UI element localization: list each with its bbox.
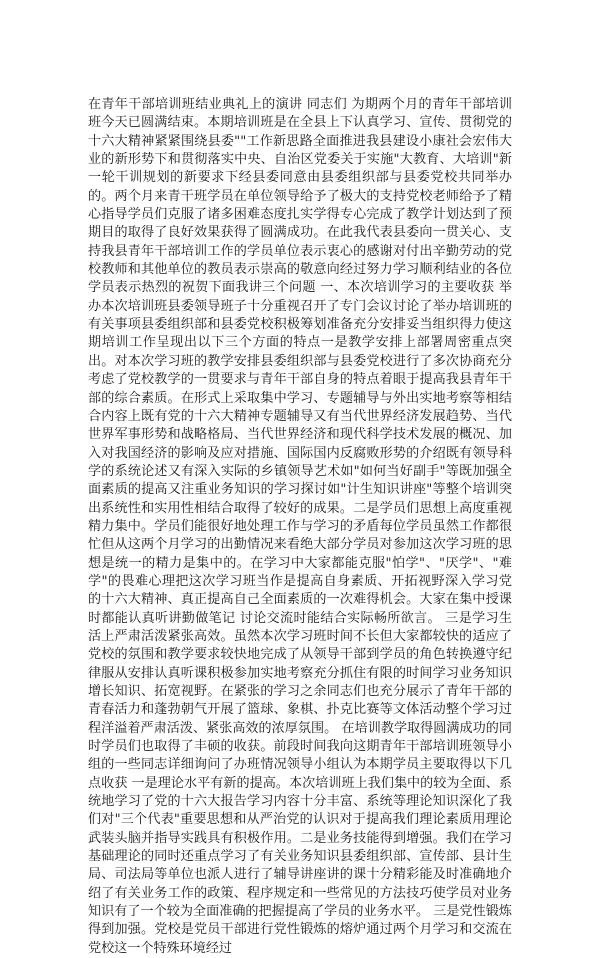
- document-body-text: 在青年干部培训班结业典礼上的演讲 同志们 为期两个月的青年干部培训班今天已圆满结束。本期培训班是在全县上下认真学习、宣传、贯彻党的十六大精神紧紧围绕县委""工作新思路全面推进我县建设小康社会宏伟大业的新形势下和贯彻落实中央、自治区党委关于实施"大教育、大培训"新一轮干训规划的新要求下经县委同意由县委组织部与县委党校共同举办的。两个月来青干班学员在单位领导给予了极大的支持党校老师给予了精心指导学员们克服了诸多困难态度扎实学得专心完成了教学计划达到了预期目的取得了良好效果获得了圆满成功。在此我代表县委向一贯关心、支持我县青年干部培训工作的学员单位表示衷心的感谢对付出辛勤劳动的党校教师和其他单位的教员表示崇高的敬意向经过努力学习顺利结业的各位学员表示热烈的祝贺下面我讲三个问题 一、本次培训学习的主要收获 举办本次培训班县委领导班子十分重视召开了专门会议讨论了举办培训班的有关事项县委组织部和县委党校积极筹划准备充分安排妥当组织得力使这期培训工作呈现出以下三个方面的特点一是教学安排上部署周密重点突出。对本次学习班的教学安排县委组织部与县委党校进行了多次协商充分考虑了党校教学的一贯要求与青年干部自身的特点着眼于提高我县青年干部的综合素质。在形式上采取集中学习、专题辅导与外出实地考察等相结合内容上既有党的十六大精神专题辅导又有当代世界经济发展趋势、当代世界军事形势和战略格局、当代世界经济和现代科学技术发展的概况、加入对我国经济的影响及应对措施、国际国内反腐败形势的介绍既有领导科学的系统论述又有深入实际的乡镇领导艺术如"如何当好副手"等既加强全面素质的提高又注重业务知识的学习探讨如"计生知识讲座"等整个培训突出系统性和实用性相结合取得了较好的成果。二是学员们思想上高度重视精力集中。学员们能很好地处理工作与学习的矛盾每位学员虽然工作都很忙但从这两个月学习的出勤情况来看绝大部分学员对参加这次学习班的思想是统一的精力是集中的。在学习中大家都能克服"怕学"、"厌学"、"难学"的畏难心理把这次学习班当作是提高自身素质、开拓视野深入学习党的十六大精神、真正提高自己全面素质的一次难得机会。大家在集中授课时都能认真听讲勤做笔记 讨论交流时能结合实际畅所欲言。 三是学习生活上严肃活泼紧张高效。虽然本次学习班时间不长但大家都较快的适应了党校的氛围和教学要求较快地完成了从领导干部到学员的角色转换遵守纪律服从安排认真听课积极参加实地考察充分抓住有限的时间学习业务知识增长知识、拓宽视野。在紧张的学习之余同志们也充分展示了青年干部的青春活力和蓬勃朝气开展了篮球、象棋、扑克比赛等文体活动整个学习过程洋溢着严肃活泼、紧张高效的浓厚氛围。 在培训教学取得圆满成功的同时学员们也取得了丰硕的收获。前段时间我向这期青年干部培训班领导小组的一些同志详细询问了办班情况领导小组认为本期学员主要取得以下几点收获 一是理论水平有新的提高。本次培训班上我们集中的较为全面、系统地学习了党的十六大报告学习内容十分丰富、系统等理论知识深化了我们对"三个代表"重要思想和从严治党的认识对于提高我们理论素质用理论武装头脑并指导实践具有积极作用。二是业务技能得到增强。我们在学习基础理论的同时还重点学习了有关业务知识县委组织部、宣传部、县计生局、司法局等单位也派人进行了辅导讲座讲的课十分精彩能及时准确地介绍了有关业务工作的政策、程序规定和一些常见的方法技巧使学员对业务知识有了一个较为全面准确的把握提高了学员的业务水平。 三是党性锻炼得到加强。党校是党员干部进行党性锻炼的熔炉通过两个月学习和交流在党校这一个特殊环境经过: [88, 97, 512, 956]
